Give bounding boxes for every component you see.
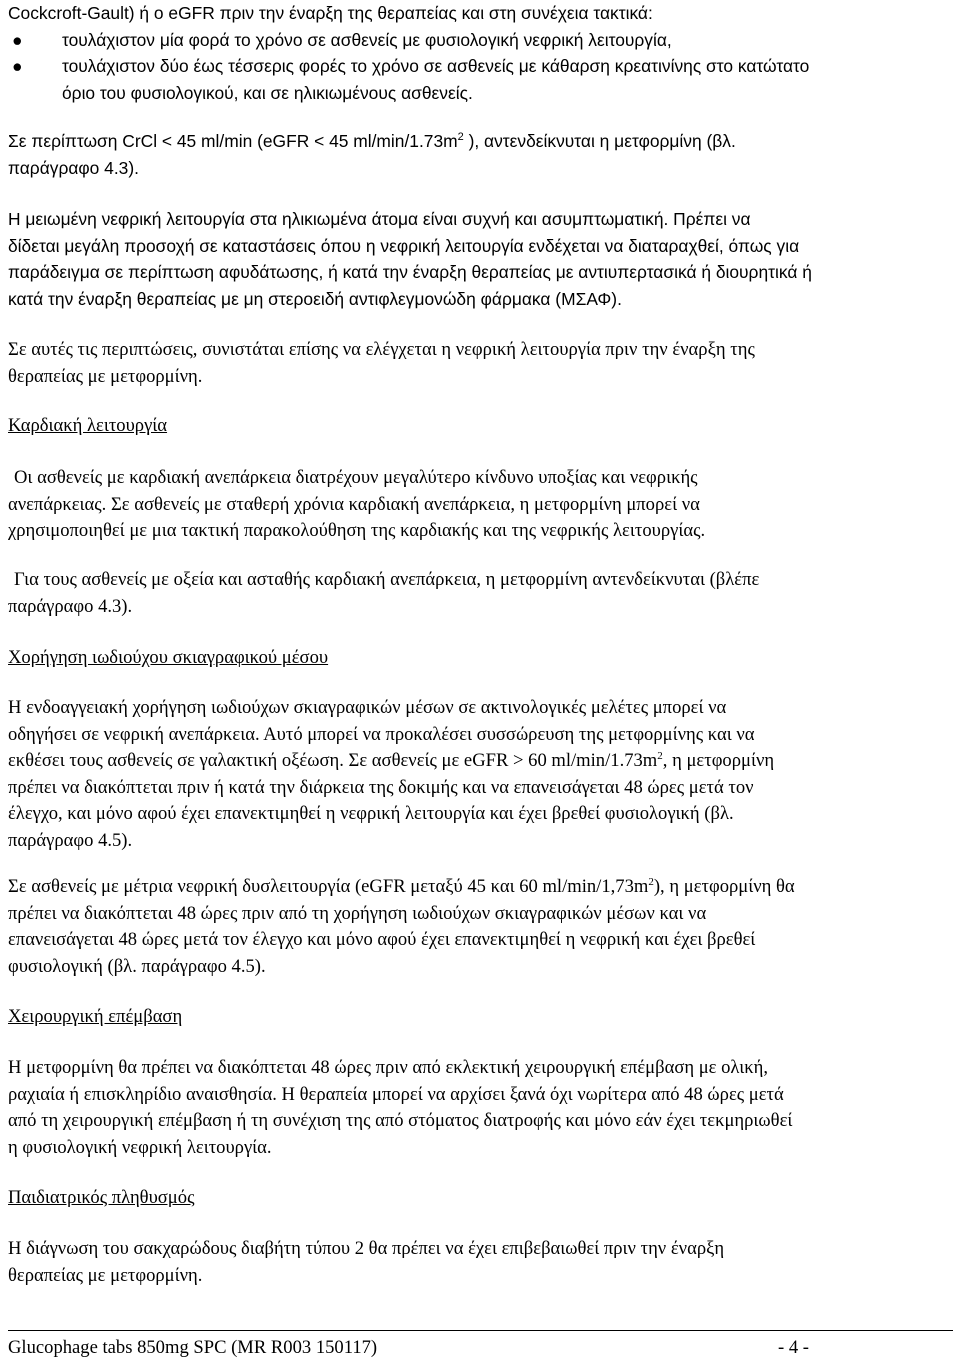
section-heading-surgery: Χειρουργική επέμβαση [8,1006,183,1027]
bullet-text: τουλάχιστον δύο έως τέσσερις φορές το χρόνο σε ασθενείς με κάθαρση κρεατινίνης στο κατώτατο [62,56,810,76]
paragraph-line: παράγραφο 4.3). [8,595,133,617]
superscript: 2 [457,131,464,144]
paragraph-line: κατά την έναρξη θεραπείας με μη στεροειδή αντιφλεγμονώδη φάρμακα (ΜΣΑΦ). [8,288,622,309]
paediatric-paragraph [8,1236,953,1289]
paragraph-line: Η μειωμένη νεφρική λειτουργία στα ηλικιωμένα άτομα είναι συχνή και ασυμπτωματική. Πρέπει να [8,209,751,229]
paragraph-line [8,874,953,901]
paragraph-line: δίδεται μεγάλη προσοχή σε καταστάσεις όπου η νεφρική λειτουργία ενδέχεται να διαταραχθεί, όπως για [8,235,800,256]
paragraph-text: ), η μετφορμίνη θα [653,876,795,897]
intro-line: Cockcroft-Gault) ή ο eGFR πριν την έναρξη της θεραπείας και στη συνέχεια τακτικά: [8,3,653,23]
paragraph-line: παράγραφο 4.5). [8,829,133,851]
section-heading-cardiac: Καρδιακή λειτουργία [8,415,168,436]
superscript: 2 [657,749,663,762]
paragraph-line: πρέπει να διακόπτεται 48 ώρες πριν από τη χορήγηση ιωδιούχων σκιαγραφικών μέσων και να [8,902,707,924]
paragraph-line: η φυσιολογική νεφρική λειτουργία. [8,1136,272,1158]
paediatric-heading-block [8,1185,953,1212]
crcl-paragraph [8,128,953,181]
paragraph-line: φυσιολογική (βλ. παράγραφο 4.5). [8,955,266,977]
page-footer [8,1335,953,1361]
paragraph-line: χρησιμοποιηθεί με μια τακτική παρακολούθηση της καρδιακής και της νεφρικής λειτουργίας. [8,520,706,541]
cardiac-heading-block [8,413,953,440]
paragraph-line: Η ενδοαγγειακή χορήγηση ιωδιούχων σκιαγραφικών μέσων σε ακτινολογικές μελέτες μπορεί να [8,697,727,718]
contrast-paragraph [8,695,953,854]
paragraph-line: οδηγήσει σε νεφρική ανεπάρκεια. Αυτό μπορεί να προκαλέσει συσσώρευση της μετφορμίνης και να [8,723,755,745]
paragraph-line: πρέπει να διακόπτεται πριν ή κατά την διάρκεια της δοκιμής και να επανεισάγεται 48 ώρες μετά τον [8,776,754,798]
paragraph-line [8,748,953,775]
paragraph-line: Η διάγνωση του σακχαρώδους διαβήτη τύπου 2 θα πρέπει να έχει επιβεβαιωθεί πριν την έναρξη [8,1238,725,1259]
paragraph-line: Σε αυτές τις περιπτώσεις, συνιστάται επίσης να ελέγχεται η νεφρική λειτουργία πριν την έναρξη της [8,339,755,360]
paragraph-line: θεραπείας με μετφορμίνη. [8,365,203,387]
crcl-text: ), αντενδείκνυται η μετφορμίνη (βλ. [463,131,736,151]
crcl-line [8,128,953,155]
paragraph-text: Σε ασθενείς με μέτρια νεφρική δυσλειτουργία (eGFR μεταξύ 45 και 60 ml/min/1,73m [8,876,649,897]
bullet-item [8,53,953,80]
paragraph-line: από τη χειρουργική επέμβαση ή τη συνέχιση της από στόματος διατροφής και μόνο εάν έχει τεκμηριωθεί [8,1110,793,1131]
bullet-dot-icon: ● [12,56,23,76]
section-heading-contrast: Χορήγηση ιωδιούχου σκιαγραφικού μέσου [8,647,329,668]
page-number: - 4 - [778,1337,809,1358]
paragraph-line: επανεισάγεται 48 ώρες μετά τον έλεγχο και μόνο αφού έχει επανεκτιμηθεί η νεφρική και έχει βρεθεί [8,929,756,950]
bullet-text: τουλάχιστον μία φορά το χρόνο σε ασθενείς με φυσιολογική νεφρική λειτουργία, [62,29,672,50]
superscript: 2 [648,875,654,888]
bullet-dot-icon: ● [12,29,23,50]
paragraph-line: Για τους ασθενείς με οξεία και ασταθής καρδιακή ανεπάρκεια, η μετφορμίνη αντενδείκνυται (βλέπε [14,569,760,590]
crcl-line: παράγραφο 4.3). [8,157,139,178]
cardiac-paragraph [8,465,953,545]
paragraph-line: έλεγχο, και μόνο αφού έχει επανεκτιμηθεί η νεφρική λειτουργία και έχει βρεθεί φυσιολογική (βλ. [8,803,734,824]
bullet-continuation: όριο του φυσιολογικού, και σε ηλικιωμένους ασθενείς. [62,82,473,103]
elderly-paragraph [8,206,953,312]
section-heading-paediatric: Παιδιατρικός πληθυσμός [8,1187,195,1208]
paragraph-line: ανεπάρκειας. Σε ασθενείς με σταθερή χρόνια καρδιακή ανεπάρκεια, η μετφορμίνη μπορεί να [8,493,700,515]
surgery-paragraph [8,1055,953,1161]
paragraph-line: Η μετφορμίνη θα πρέπει να διακόπτεται 48 ώρες πριν από εκλεκτική χειρουργική επέμβαση με ολική, [8,1057,768,1078]
contrast-moderate-paragraph [8,874,953,980]
paragraph-line: θεραπείας με μετφορμίνη. [8,1264,203,1286]
intro-section [8,0,953,106]
monitor-paragraph [8,337,953,390]
monitoring-bullet-list [8,27,953,80]
bullet-item [8,27,953,54]
footer-document-id: Glucophage tabs 850mg SPC (MR R003 150117) [8,1337,378,1358]
surgery-heading-block [8,1004,953,1031]
paragraph-line: ραχιαία ή επισκληρίδιο αναισθησία. Η θεραπεία μπορεί να αρχίσει ξανά όχι νωρίτερα από 48 ώρες μετά [8,1083,784,1105]
paragraph-line: παράδειγμα σε περίπτωση αφυδάτωσης, ή κατά την έναρξη θεραπείας με αντιυπερτασικά ή διουρητικά ή [8,262,812,282]
cardiac-acute-paragraph [8,567,953,620]
paragraph-line: Οι ασθενείς με καρδιακή ανεπάρκεια διατρέχουν μεγαλύτερο κίνδυνο υποξίας και νεφρικής [14,467,698,488]
footer-divider [8,1330,953,1331]
paragraph-text: , η μετφορμίνη [662,750,775,771]
contrast-heading-block [8,645,953,672]
paragraph-text: εκθέσει τους ασθενείς σε γαλακτική οξέωση. Σε ασθενείς με eGFR > 60 ml/min/1.73m [8,750,658,771]
crcl-text: Σε περίπτωση CrCl < 45 ml/min (eGFR < 45 ml/min/1.73m [8,131,458,151]
